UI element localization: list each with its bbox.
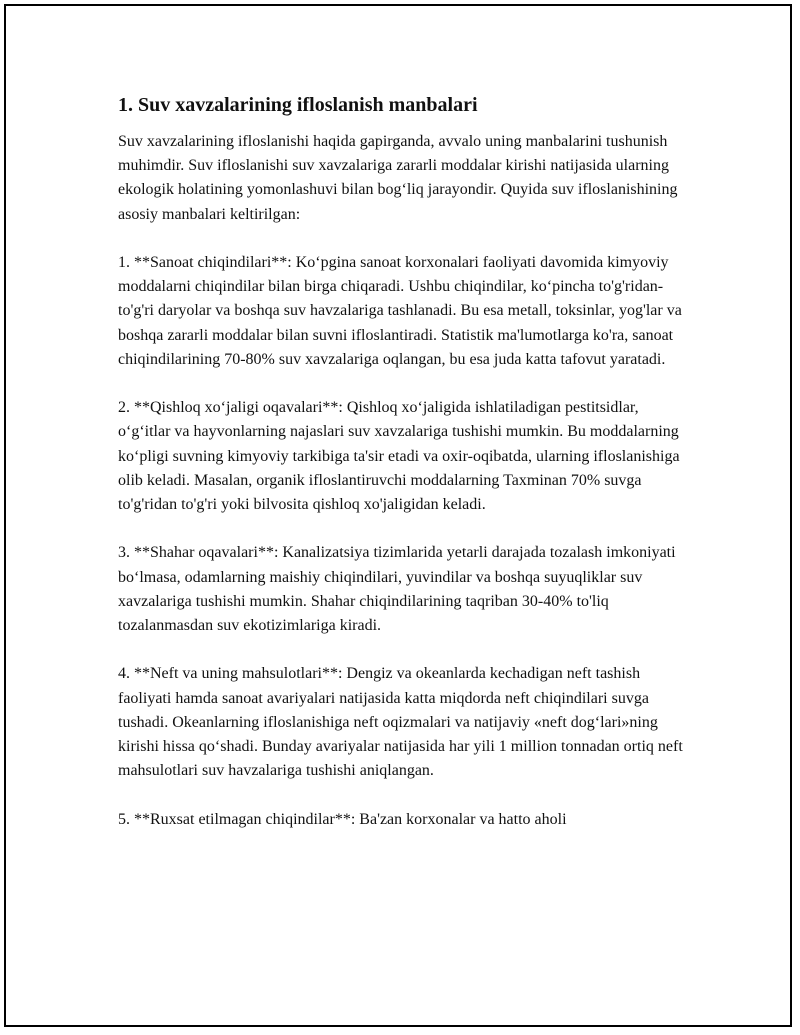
paragraph-agricultural-runoff: 2. **Qishloq xo‘jaligi oqavalari**: Qishloq xo‘jaligida ishlatiladigan pestitsidlar, o‘g‘itlar va hayvonlarning najaslari suv xavzalariga tushishi mumkin. Bu moddalarning ko‘pligi suvning kimyoviy tarkibiga ta'sir etadi va oxir-oqibatda, ularning ifloslanishiga olib keladi. Masalan, organik ifloslantiruvchi moddalarning Taxminan 70% suvga to'g'ridan to'g'ri yoki bilvosita qishloq xo'jaligidan keladi. (118, 399, 680, 514)
section-heading: 1. Suv xavzalarining ifloslanish manbalari (118, 94, 478, 116)
intro-paragraph: Suv xavzalarining ifloslanishi haqida gapirganda, avvalo uning manbalarini tushunish muhimdir. Suv ifloslanishi suv xavzalariga zararli moddalar kirishi natijasida ularning ekologik holatining yomonlashuvi bilan bog‘liq jarayondir. Quyida suv ifloslanishining asosiy manbalari keltirilgan: (118, 133, 678, 223)
paragraph-unauthorized-waste: 5. **Ruxsat etilmagan chiqindilar**: Ba'zan korxonalar va hatto aholi (118, 810, 567, 828)
paragraph-urban-wastewater: 3. **Shahar oqavalari**: Kanalizatsiya tizimlarida yetarli darajada tozalash imkoniyati bo‘lmasa, odamlarning maishiy chiqindilari, yuvindilar va boshqa suyuqliklar suv xavzalariga tushishi mumkin. Shahar chiqindilarining taqriban 30-40% to'liq tozalanmasdan suv ekotizimlariga kiradi. (118, 544, 676, 635)
document-body (118, 92, 688, 856)
paragraph-oil-products: 4. **Neft va uning mahsulotlari**: Dengiz va okeanlarda kechadigan neft tashish faoliyati hamda sanoat avariyalari natijasida katta miqdorda neft chiqindilari suvga tushadi. Okeanlarning ifloslanishiga neft oqizmalari va natijaviy «neft dog‘lari»ning kirishi hissa qo‘shadi. Bunday avariyalar natijasida har yili 1 million tonnadan ortiq neft mahsulotlari suv havzalariga tushishi aniqlangan. (118, 665, 683, 780)
paragraph-industrial-waste: 1. **Sanoat chiqindilari**: Ko‘pgina sanoat korxonalari faoliyati davomida kimyoviy moddalarni chiqindilar bilan birga chiqaradi. Ushbu chiqindilar, ko‘pincha to'g'ridan-to'g'ri daryolar va boshqa suv havzalariga tashlanadi. Bu esa metall, toksinlar, yog'lar va boshqa zararli moddalar bilan suvni ifloslantiradi. Statistik ma'lumotlarga ko'ra, sanoat chiqindilarining 70-80% suv xavzalariga oqlangan, bu esa juda katta tafovut yaratadi. (118, 254, 682, 368)
